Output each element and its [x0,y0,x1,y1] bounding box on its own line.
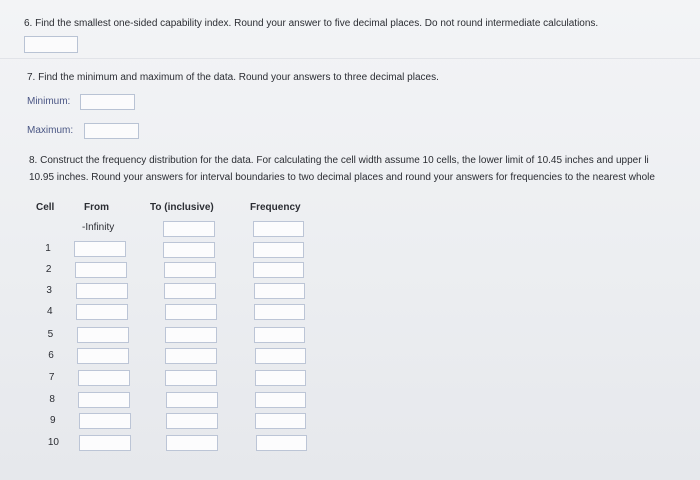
to-inclusive-input[interactable] [165,348,217,364]
from-input[interactable] [78,392,130,408]
cell-number: 5 [47,329,54,340]
column-header-cell: Cell [36,202,55,213]
question-8-text-line2: 10.95 inches. Round your answers for interval boundaries to two decimal places and round your answers for frequencies to the nearest whole [29,172,655,183]
frequency-input[interactable] [253,242,304,258]
cell-number: 3 [46,285,52,296]
cell-number: 9 [50,415,56,426]
divider [0,58,700,59]
frequency-input[interactable] [256,435,307,451]
minimum-input[interactable] [80,94,135,110]
frequency-input[interactable] [255,348,306,364]
cell-number: 2 [45,264,52,275]
frequency-input[interactable] [254,304,305,320]
from-input[interactable] [76,283,128,299]
frequency-input[interactable] [255,413,306,429]
minimum-label: Minimum: [27,96,71,107]
frequency-input[interactable] [254,283,305,299]
question-6-text: 6. Find the smallest one-sided capability index. Round your answer to five decimal places. Do not round intermediate calculations. [24,18,599,29]
cell-number: 1 [45,243,51,254]
to-inclusive-input[interactable] [163,242,215,258]
to-inclusive-input[interactable] [165,370,217,386]
cell-number: 6 [48,350,54,361]
to-inclusive-input[interactable] [166,435,218,451]
from-input[interactable] [78,370,130,386]
from-input[interactable] [75,262,127,278]
from-input[interactable] [76,304,128,320]
capability-index-input[interactable] [24,36,78,53]
frequency-input[interactable] [255,370,306,386]
cell-number: 4 [47,306,53,317]
to-inclusive-input[interactable] [166,392,218,408]
cell-number: 8 [49,394,55,405]
column-header-frequency: Frequency [250,202,301,213]
to-inclusive-input[interactable] [165,304,217,320]
maximum-label: Maximum: [27,125,74,136]
question-8-text-line1: 8. Construct the frequency distribution for the data. For calculating the cell width assume 10 cells, the lower limit of 10.45 inches and upper li [29,155,649,166]
maximum-input[interactable] [84,123,139,139]
frequency-input[interactable] [255,392,306,408]
from-input[interactable] [77,327,129,343]
cell-number: 7 [48,372,55,383]
to-inclusive-input[interactable] [166,413,218,429]
from-input[interactable] [74,241,126,257]
frequency-input[interactable] [254,327,305,343]
cell-number: 10 [47,437,59,448]
frequency-input[interactable] [253,221,304,237]
from-input[interactable] [77,348,129,364]
to-inclusive-input[interactable] [164,262,216,278]
question-7-text: 7. Find the minimum and maximum of the data. Round your answers to three decimal places. [27,72,439,83]
column-header-from: From [84,202,109,213]
to-inclusive-input[interactable] [164,283,216,299]
to-inclusive-input[interactable] [163,221,215,237]
to-inclusive-input[interactable] [165,327,217,343]
column-header-to: To (inclusive) [150,202,214,213]
first-from-value: -Infinity [82,222,115,233]
from-input[interactable] [79,413,131,429]
from-input[interactable] [79,435,131,451]
frequency-input[interactable] [253,262,304,278]
